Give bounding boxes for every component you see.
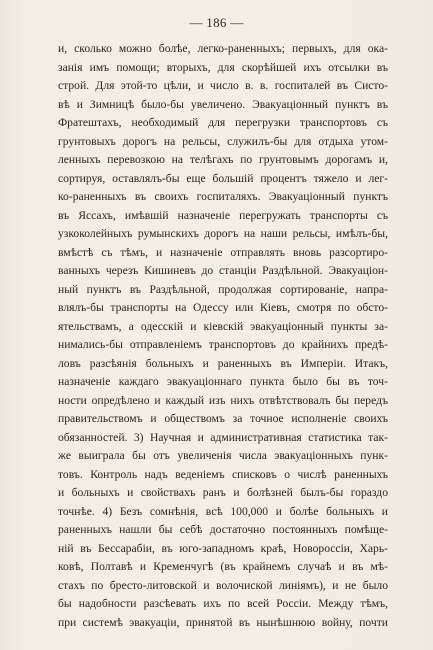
text-line: стахъ по бресто-литовской и волочиской линіямъ), и не было (58, 578, 388, 592)
text-line: точнѣе. 4) Безъ сомнѣнія, всѣ 100,000 и болѣе больныхъ и (58, 504, 388, 518)
page-number: — 186 — (189, 15, 244, 30)
text-line: ко-раненныхъ въ своихъ госпиталяхъ. Эвакуаціонный пунктъ (58, 190, 388, 203)
body-text (58, 40, 388, 632)
text-line: же выиграла бы отъ увеличенія числа эвакуаціонныхъ пунк- (58, 449, 388, 462)
text-line: нимались-бы отправленіемъ транспортовъ до крайнихъ предѣ- (58, 338, 388, 351)
text-line: занія имъ помощи; вторыхъ, для скорѣйшей ихъ отсылки въ (58, 60, 388, 74)
text-line: въ Яссахъ, имѣвшій назначеніе перегружать транспорты съ (58, 208, 388, 222)
text-line: ловъ разсѣянія больныхъ и раненныхъ въ Имперіи. Итакъ, (58, 356, 388, 370)
text-line: влялъ-бы транспорты на Одессу или Кіевъ, смотря по обсто- (58, 301, 388, 314)
text-line: ленныхъ перевозкою на телѣгахъ по грунтовымъ дорогамъ и, (58, 153, 388, 166)
text-line: ный пунктъ въ Раздѣльной, продолжая сортированіе, напра- (58, 282, 388, 296)
text-line: сортируя, оставлялъ-бы еще большій процентъ тяжело и лег- (58, 171, 388, 185)
text-line: вмѣстѣ съ тѣмъ, и назначеніе отправлять вновь разсортиро- (58, 245, 388, 259)
text-line: ности опредѣлено и каждый изъ нихъ отвѣтствовалъ бы передъ (58, 393, 388, 407)
text-line: узкоколейныхъ румынскихъ дорогъ на наши рельсы, имѣлъ-бы, (58, 227, 388, 240)
text-line: вѣ и Зимницѣ было-бы увеличено. Эвакуаціонный пунктъ въ (58, 97, 388, 111)
text-line: грунтовыхъ дорогъ на рельсы, служилъ-бы для отдыха утом- (58, 134, 388, 148)
text-line: при системѣ эвакуаціи, принятой въ нынѣшнюю войну, почти (58, 615, 388, 629)
text-line: и, сколько можно болѣе, легко-раненныхъ; первыхъ, для ока- (58, 42, 388, 55)
text-line: товъ. Контроль надъ веденіемъ списковъ о числѣ раненныхъ (58, 467, 388, 481)
text-line: и больныхъ и свойствахъ ранъ и болѣзней былъ-бы гораздо (58, 486, 388, 499)
text-line: обязанностей. 3) Научная и административная статистика так- (58, 430, 388, 444)
text-line: раненныхъ нашли бы себѣ достаточно постоянныхъ помѣще- (58, 523, 388, 536)
text-line: правительствомъ и обществомъ за точное исполненіе своихъ (58, 412, 388, 425)
text-line: строй. Для этой-то цѣли, и число в. в. госпиталей въ Систо- (58, 79, 388, 92)
text-line: Фратештахъ, необходимый для перегрузки транспортовъ съ (58, 116, 388, 129)
text-line: ковѣ, Полтавѣ и Кременчугѣ (въ крайнемъ случаѣ и въ мѣ- (58, 560, 388, 573)
text-line: бы надобности разсѣевать ихъ по всей Россіи. Между тѣмъ, (58, 597, 388, 610)
text-line: ванныхъ черезъ Кишиневъ до станціи Раздѣльной. Эвакуаціон- (58, 264, 388, 277)
text-line: ній въ Бессарабіи, въ юго-западномъ краѣ, Новороссіи, Харь- (58, 541, 388, 555)
text-line: назначеніе каждаго эвакуаціоннаго пункта было бы въ точ- (58, 375, 388, 388)
text-line: ятельствамъ, а одесскій и кіевскій эвакуаціонный пункты за- (58, 319, 388, 333)
